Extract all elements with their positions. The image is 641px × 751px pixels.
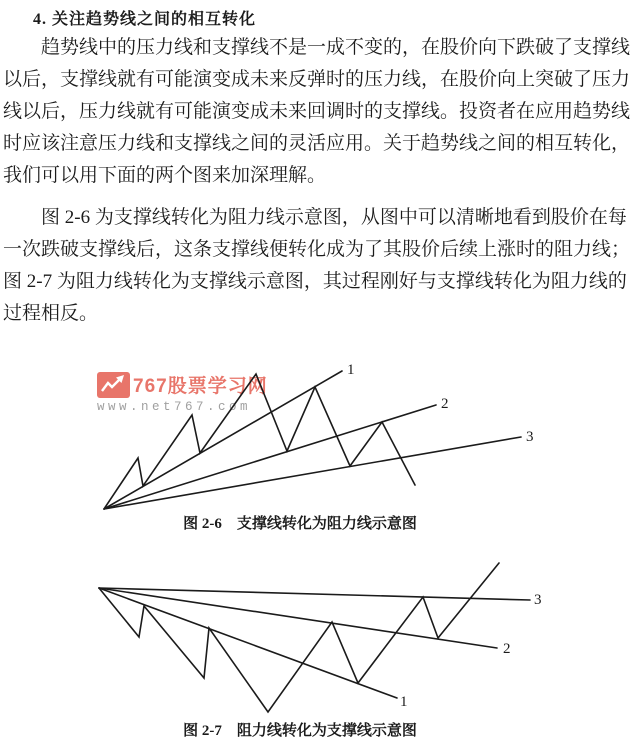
text-line: 以后，支撑线就有可能演变成未来反弹时的压力线，在股价向上突破了压力: [3, 69, 631, 90]
text-line: 图 2-7 为阻力线转化为支撑线示意图，其过程刚好与支撑线转化为阻力线的: [3, 271, 627, 292]
text-line: 时应该注意压力线和支撑线之间的灵活应用。关于趋势线之间的相互转化，: [3, 133, 631, 154]
text-line: 图 2-6 为支撑线转化为阻力线示意图，从图中可以清晰地看到股价在每: [41, 207, 627, 228]
trendline-3-label: 3: [526, 429, 534, 445]
text-line: 趋势线中的压力线和支撑线不是一成不变的，在股价向下跌破了支撑线: [41, 37, 631, 58]
watermark-site-name: 767股票学习网: [133, 376, 268, 397]
text-line: 线以后，压力线就有可能演变成未来回调时的支撑线。投资者在应用趋势线: [3, 101, 631, 122]
text-line: 过程相反。: [3, 303, 99, 324]
trendline-1-label: 1: [400, 694, 408, 710]
price-zigzag-line: [104, 374, 415, 509]
section-heading: 4. 关注趋势线之间的相互转化: [33, 11, 257, 28]
figure-2-7-diagram: [0, 555, 641, 720]
support-trendline-2: [104, 405, 436, 509]
figure-2-7-caption: 图 2-7 阻力线转化为支撑线示意图: [183, 723, 417, 739]
paragraph-2: [3, 202, 639, 330]
paragraph-1: [3, 32, 639, 192]
text-line: 一次跌破支撑线后，这条支撑线便转化成为了其股价后续上涨时的阻力线；: [3, 239, 631, 260]
trendline-2-label: 2: [503, 641, 511, 657]
price-zigzag-line: [99, 563, 499, 712]
watermark-url: www.net767.com: [97, 400, 252, 414]
figure-2-6-caption: 图 2-6 支撑线转化为阻力线示意图: [183, 516, 417, 532]
trendline-1-label: 1: [347, 362, 355, 378]
text-line: 我们可以用下面的两个图来加深理解。: [3, 165, 327, 186]
trendline-2-label: 2: [441, 396, 449, 412]
trendline-3-label: 3: [534, 592, 542, 608]
